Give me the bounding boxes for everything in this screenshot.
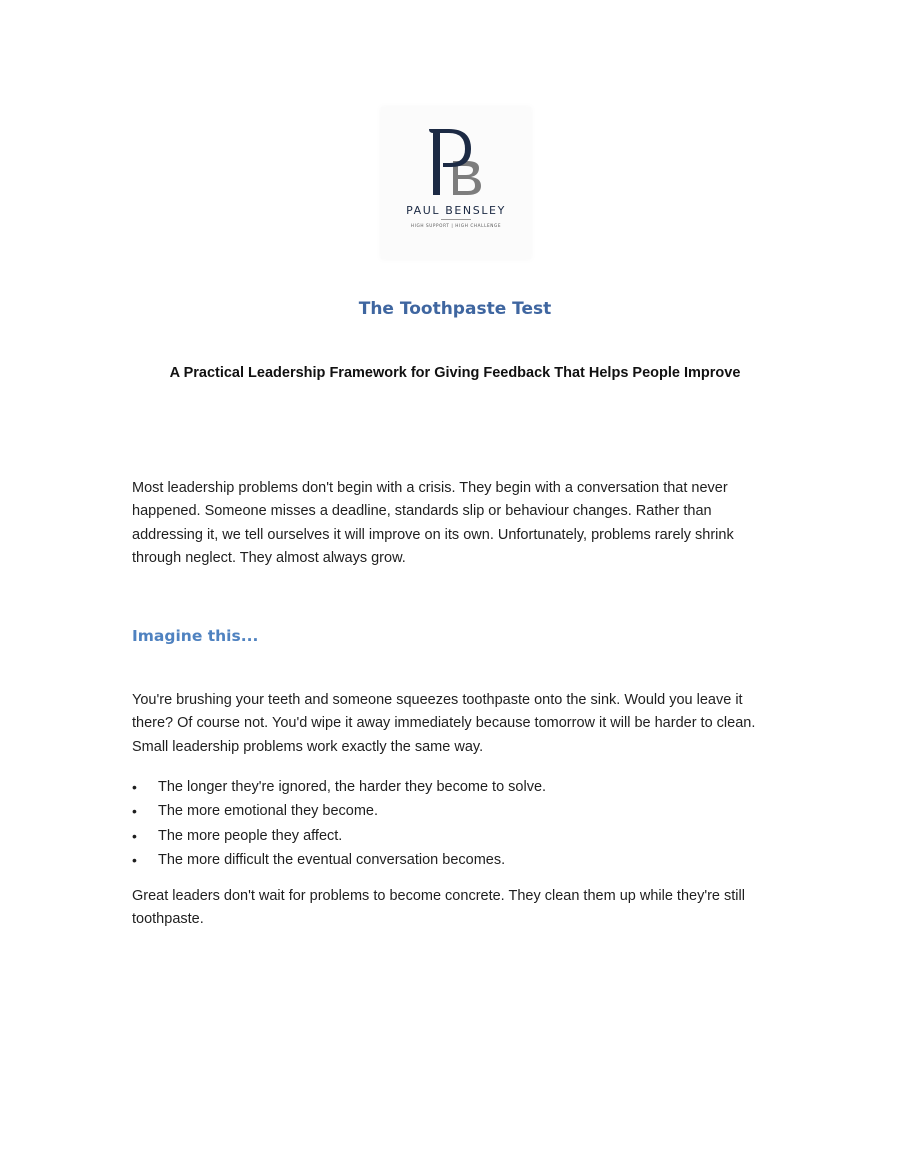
bullet-icon: •	[132, 779, 137, 795]
paul-bensley-logo	[381, 107, 531, 259]
list-item	[132, 799, 546, 823]
list-item-text: The more people they affect.	[158, 827, 343, 844]
document-title: The Toothpaste Test	[358, 299, 552, 319]
list-item-text: The more difficult the eventual conversation becomes.	[158, 851, 506, 868]
list-item	[132, 848, 546, 872]
bullet-icon: •	[132, 851, 137, 868]
logo-divider	[441, 219, 471, 220]
bullet-icon: •	[132, 803, 137, 820]
document-subtitle: A Practical Leadership Framework for Giving Feedback That Helps People Improve	[169, 365, 741, 381]
list-item	[132, 824, 546, 848]
bullet-list	[132, 775, 546, 872]
section-paragraph: You're brushing your teeth and someone squeezes toothpaste onto the sink. Would you leave it there? Of course not. You'd wipe it away immediately because tomorrow it will be harder to clean. Small leadership problems work exactly the same way.	[132, 692, 756, 755]
closing-paragraph: Great leaders don't wait for problems to become concrete. They clean them up while they're still toothpaste.	[132, 888, 745, 928]
list-item	[132, 775, 546, 799]
list-item-text: The more emotional they become.	[158, 803, 379, 820]
logo-tagline: HIGH SUPPORT | HIGH CHALLENGE	[410, 223, 502, 228]
intro-paragraph: Most leadership problems don't begin with a crisis. They begin with a conversation that never happened. Someone misses a deadline, standards slip or behaviour changes. Rather than addressing it, we tell ourselves it will improve on its own. Unfortunately, problems rarely shrink through neglect. They almost always grow.	[132, 480, 734, 566]
list-item-text: The longer they're ignored, the harder they become to solve.	[158, 779, 547, 795]
logo-name: PAUL BENSLEY	[406, 204, 506, 217]
section-heading: Imagine this...	[132, 627, 259, 645]
pb-monogram-icon	[381, 107, 531, 203]
bullet-icon: •	[132, 827, 137, 844]
